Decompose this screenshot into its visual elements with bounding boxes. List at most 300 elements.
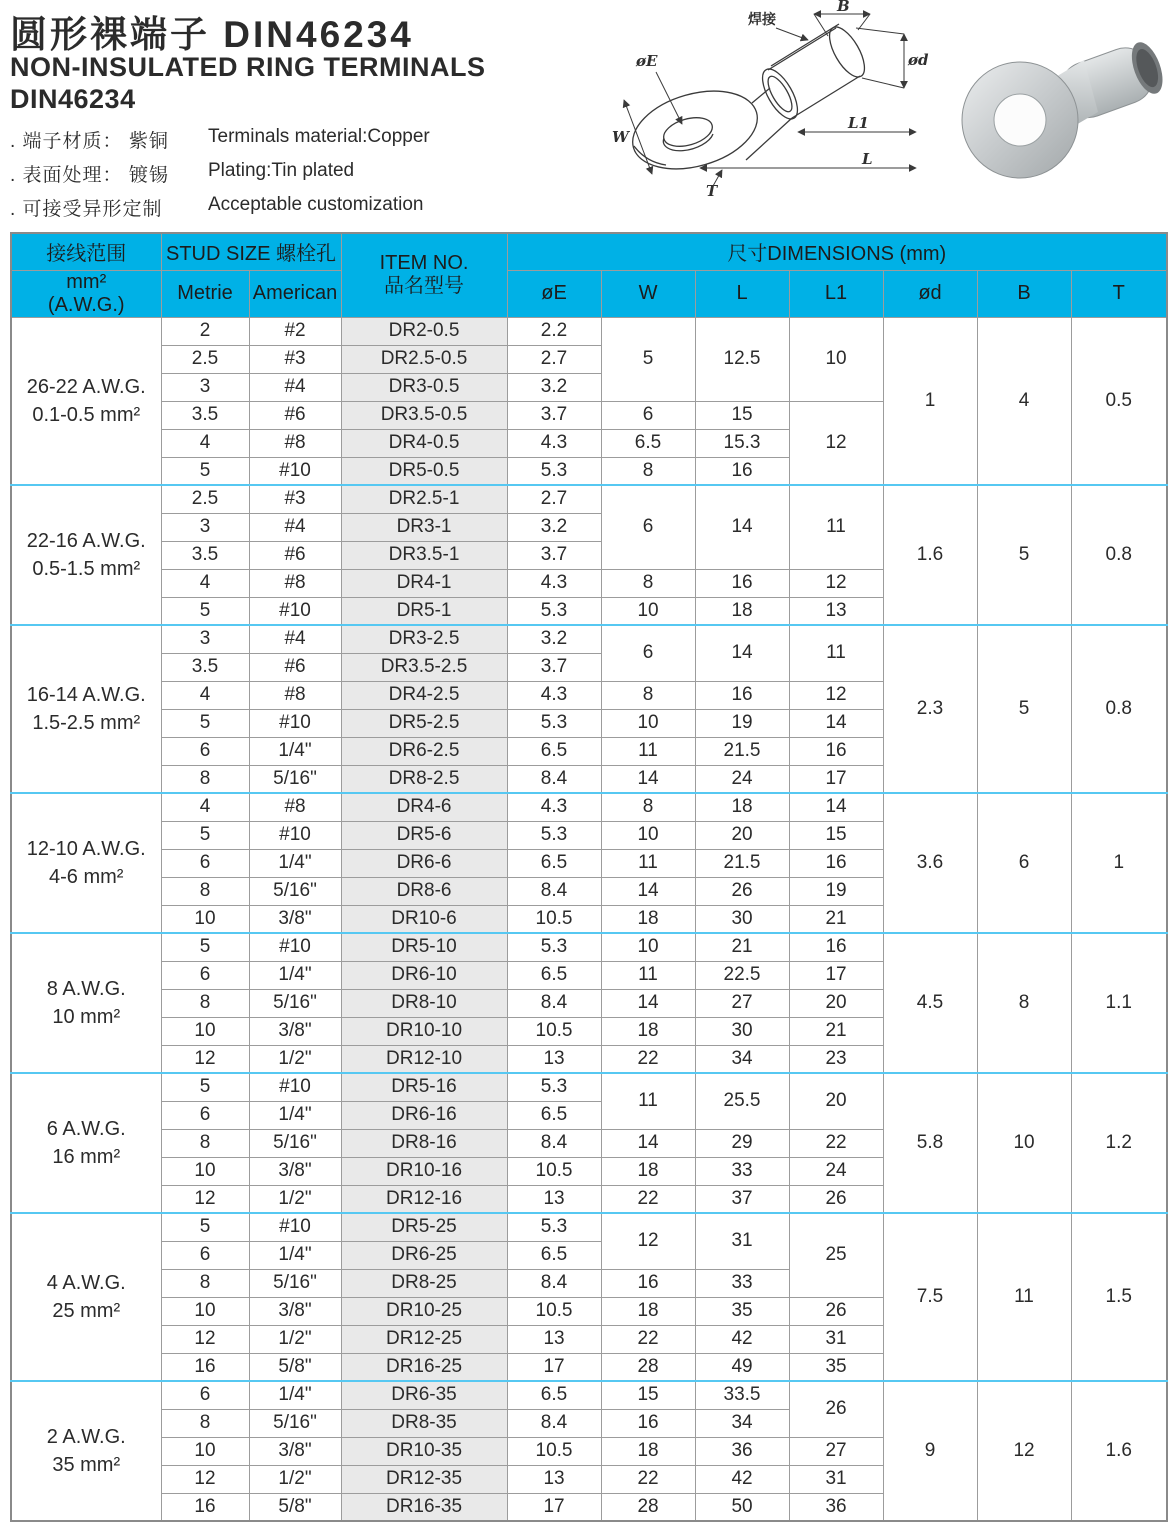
title-english-line1: NON-INSULATED RING TERMINALS — [10, 52, 486, 82]
spec-custom-en: Acceptable customization — [208, 194, 424, 215]
dim-l-cell: 29 — [695, 1129, 789, 1157]
dim-l1-cell: 17 — [789, 765, 883, 793]
dim-e-cell: 5.3 — [507, 1213, 601, 1241]
header-metric: Metrie — [161, 270, 249, 317]
american-cell: #8 — [249, 429, 341, 457]
dim-e-cell: 6.5 — [507, 1381, 601, 1409]
item-no-cell: DR8-2.5 — [341, 765, 507, 793]
american-cell: #10 — [249, 709, 341, 737]
spec-row-material — [10, 126, 430, 160]
american-cell: #4 — [249, 625, 341, 653]
item-no-cell: DR10-16 — [341, 1157, 507, 1185]
item-no-cell: DR8-16 — [341, 1129, 507, 1157]
dim-w-cell: 10 — [601, 709, 695, 737]
dim-l-cell: 35 — [695, 1297, 789, 1325]
dim-l-cell: 37 — [695, 1185, 789, 1213]
american-cell: 3/8" — [249, 1017, 341, 1045]
item-no-cell: DR10-6 — [341, 905, 507, 933]
metric-cell: 8 — [161, 1269, 249, 1297]
spec-row-customization — [10, 194, 430, 228]
dim-w-cell: 18 — [601, 905, 695, 933]
metric-cell: 3 — [161, 625, 249, 653]
metric-cell: 6 — [161, 1241, 249, 1269]
american-cell: 1/2" — [249, 1045, 341, 1073]
dim-l-cell: 20 — [695, 821, 789, 849]
american-cell: #8 — [249, 569, 341, 597]
item-no-cell: DR3-2.5 — [341, 625, 507, 653]
item-no-cell: DR2-0.5 — [341, 317, 507, 345]
header-awg: (A.W.G.) — [47, 293, 125, 316]
american-cell: #2 — [249, 317, 341, 345]
metric-cell: 3 — [161, 513, 249, 541]
material-specs — [10, 126, 430, 228]
dim-e-cell: 3.7 — [507, 401, 601, 429]
dim-t-cell: 1.2 — [1071, 1073, 1167, 1213]
dim-d-cell: 9 — [883, 1381, 977, 1521]
item-no-cell: DR2.5-0.5 — [341, 345, 507, 373]
dim-b-cell: 12 — [977, 1381, 1071, 1521]
dim-l-cell: 16 — [695, 569, 789, 597]
dim-w-cell: 22 — [601, 1045, 695, 1073]
american-cell: 5/8" — [249, 1493, 341, 1521]
item-no-cell: DR8-10 — [341, 989, 507, 1017]
item-no-cell: DR6-16 — [341, 1101, 507, 1129]
metric-cell: 3 — [161, 373, 249, 401]
header-dim-t: T — [1071, 270, 1167, 317]
metric-cell: 5 — [161, 457, 249, 485]
dim-e-cell: 8.4 — [507, 1269, 601, 1297]
header-wire-range: 接线范围 — [11, 233, 161, 270]
terminal-dimension-diagram — [600, 0, 940, 215]
dim-l-cell: 24 — [695, 765, 789, 793]
wire-range-cell: 12-10 A.W.G. 4-6 mm² — [11, 793, 161, 933]
american-cell: 1/4" — [249, 737, 341, 765]
dim-d-cell: 4.5 — [883, 933, 977, 1073]
dim-l1-cell: 14 — [789, 709, 883, 737]
american-cell: #6 — [249, 653, 341, 681]
metric-cell: 5 — [161, 1213, 249, 1241]
item-no-cell: DR4-2.5 — [341, 681, 507, 709]
dim-l1-cell: 11 — [789, 485, 883, 569]
table-row — [11, 1381, 1167, 1409]
item-no-cell: DR8-35 — [341, 1409, 507, 1437]
dim-l1-cell: 12 — [789, 681, 883, 709]
american-cell: #10 — [249, 1213, 341, 1241]
metric-cell: 16 — [161, 1353, 249, 1381]
american-cell: #4 — [249, 373, 341, 401]
dim-l1-cell: 31 — [789, 1325, 883, 1353]
dim-l1-cell: 13 — [789, 597, 883, 625]
dim-e-cell: 5.3 — [507, 933, 601, 961]
dim-w-cell: 16 — [601, 1409, 695, 1437]
dim-e-cell: 6.5 — [507, 849, 601, 877]
item-no-cell: DR3.5-2.5 — [341, 653, 507, 681]
dim-l1-cell: 16 — [789, 849, 883, 877]
dim-d-cell: 3.6 — [883, 793, 977, 933]
table-row — [11, 1073, 1167, 1101]
american-cell: 1/4" — [249, 1241, 341, 1269]
american-cell: #10 — [249, 457, 341, 485]
metric-cell: 8 — [161, 1409, 249, 1437]
table-header — [11, 233, 1167, 317]
dim-e-cell: 4.3 — [507, 793, 601, 821]
item-no-cell: DR3-0.5 — [341, 373, 507, 401]
american-cell: #6 — [249, 401, 341, 429]
metric-cell: 4 — [161, 793, 249, 821]
american-cell: 1/4" — [249, 961, 341, 989]
dim-e-cell: 2.7 — [507, 345, 601, 373]
metric-cell: 8 — [161, 989, 249, 1017]
dim-w-cell: 10 — [601, 933, 695, 961]
dim-l1-cell: 20 — [789, 989, 883, 1017]
metric-cell: 10 — [161, 1437, 249, 1465]
ring-hole — [994, 94, 1046, 146]
metric-cell: 5 — [161, 933, 249, 961]
item-no-cell: DR16-35 — [341, 1493, 507, 1521]
dim-l1-cell: 21 — [789, 905, 883, 933]
wire-range-cell: 26-22 A.W.G. 0.1-0.5 mm² — [11, 317, 161, 485]
metric-cell: 6 — [161, 849, 249, 877]
american-cell: 1/2" — [249, 1185, 341, 1213]
dim-e-cell: 2.7 — [507, 485, 601, 513]
dim-w-cell: 14 — [601, 989, 695, 1017]
dim-w-cell: 18 — [601, 1297, 695, 1325]
dim-l-cell: 15 — [695, 401, 789, 429]
dim-w-cell: 22 — [601, 1465, 695, 1493]
item-no-cell: DR6-35 — [341, 1381, 507, 1409]
dim-e-cell: 13 — [507, 1325, 601, 1353]
item-no-cell: DR6-6 — [341, 849, 507, 877]
dim-e-cell: 8.4 — [507, 877, 601, 905]
dim-e-cell: 5.3 — [507, 457, 601, 485]
american-cell: 5/16" — [249, 1129, 341, 1157]
metric-cell: 12 — [161, 1325, 249, 1353]
dim-w-cell: 28 — [601, 1353, 695, 1381]
header-dim-w: W — [601, 270, 695, 317]
dim-l1-cell: 10 — [789, 317, 883, 401]
american-cell: #3 — [249, 345, 341, 373]
dim-l-cell: 18 — [695, 793, 789, 821]
metric-cell: 5 — [161, 597, 249, 625]
item-no-cell: DR12-10 — [341, 1045, 507, 1073]
dim-l1-cell: 16 — [789, 933, 883, 961]
dim-t-label: T — [706, 182, 718, 200]
dim-e-cell: 13 — [507, 1045, 601, 1073]
wire-range-cell: 8 A.W.G. 10 mm² — [11, 933, 161, 1073]
dim-b-cell: 10 — [977, 1073, 1071, 1213]
metric-cell: 2.5 — [161, 345, 249, 373]
table-row — [11, 933, 1167, 961]
american-cell: 3/8" — [249, 1437, 341, 1465]
metric-cell: 6 — [161, 1381, 249, 1409]
item-no-cell: DR5-1 — [341, 597, 507, 625]
dim-e-cell: 8.4 — [507, 1129, 601, 1157]
dim-l-cell: 31 — [695, 1213, 789, 1269]
metric-cell: 2 — [161, 317, 249, 345]
dim-l-cell: 19 — [695, 709, 789, 737]
metric-cell: 4 — [161, 429, 249, 457]
dim-e-cell: 10.5 — [507, 1017, 601, 1045]
header-dimensions: 尺寸DIMENSIONS (mm) — [507, 233, 1167, 270]
american-cell: 5/16" — [249, 877, 341, 905]
dim-t-cell: 0.5 — [1071, 317, 1167, 485]
american-cell: #4 — [249, 513, 341, 541]
dim-d-cell: 7.5 — [883, 1213, 977, 1381]
dim-w-cell: 6.5 — [601, 429, 695, 457]
metric-cell: 12 — [161, 1185, 249, 1213]
american-cell: 1/4" — [249, 849, 341, 877]
dim-w-cell: 22 — [601, 1325, 695, 1353]
dim-l-cell: 34 — [695, 1045, 789, 1073]
dim-l-cell: 21.5 — [695, 737, 789, 765]
dim-l-cell: 33 — [695, 1269, 789, 1297]
dim-w-cell: 5 — [601, 317, 695, 401]
american-cell: 5/16" — [249, 989, 341, 1017]
terminal-outline — [624, 22, 872, 182]
dim-e-cell: 3.2 — [507, 373, 601, 401]
dim-l-cell: 25.5 — [695, 1073, 789, 1129]
dim-l-cell: 49 — [695, 1353, 789, 1381]
american-cell: #10 — [249, 821, 341, 849]
dim-w-cell: 6 — [601, 625, 695, 681]
metric-cell: 4 — [161, 681, 249, 709]
dim-l-cell: 16 — [695, 681, 789, 709]
item-no-cell: DR5-16 — [341, 1073, 507, 1101]
table-body — [11, 317, 1167, 1521]
dim-w-cell: 18 — [601, 1437, 695, 1465]
metric-cell: 2.5 — [161, 485, 249, 513]
wire-range-cell: 16-14 A.W.G. 1.5-2.5 mm² — [11, 625, 161, 793]
metric-cell: 5 — [161, 821, 249, 849]
dim-e-cell: 10.5 — [507, 1437, 601, 1465]
wire-range-cell: 6 A.W.G. 16 mm² — [11, 1073, 161, 1213]
spec-row-plating — [10, 160, 430, 194]
dim-l-cell: 42 — [695, 1465, 789, 1493]
dim-l1-cell: 22 — [789, 1129, 883, 1157]
item-no-cell: DR12-25 — [341, 1325, 507, 1353]
dim-w-cell: 10 — [601, 821, 695, 849]
metric-cell: 6 — [161, 737, 249, 765]
dim-b-cell: 8 — [977, 933, 1071, 1073]
dim-w-cell: 15 — [601, 1381, 695, 1409]
metric-cell: 8 — [161, 1129, 249, 1157]
dim-l-cell: 33 — [695, 1157, 789, 1185]
product-photo — [942, 16, 1167, 191]
dim-l-cell: 33.5 — [695, 1381, 789, 1409]
metric-cell: 12 — [161, 1465, 249, 1493]
dim-b-cell: 5 — [977, 485, 1071, 625]
american-cell: #8 — [249, 793, 341, 821]
dim-l1-cell: 11 — [789, 625, 883, 681]
dim-e-cell: 10.5 — [507, 1297, 601, 1325]
metric-cell: 16 — [161, 1493, 249, 1521]
dim-w-cell: 8 — [601, 457, 695, 485]
header-american: American — [249, 270, 341, 317]
dim-l-cell: 21.5 — [695, 849, 789, 877]
dim-e-cell: 5.3 — [507, 597, 601, 625]
dim-l-cell: 30 — [695, 905, 789, 933]
dim-w-cell: 14 — [601, 877, 695, 905]
table-row — [11, 485, 1167, 513]
dim-oe-label: øE — [636, 52, 658, 70]
dim-w-cell: 11 — [601, 849, 695, 877]
item-no-cell: DR4-0.5 — [341, 429, 507, 457]
header-item-no-cn: 品名型号 — [384, 275, 465, 298]
dim-l1-label: L1 — [848, 114, 869, 132]
item-no-cell: DR12-16 — [341, 1185, 507, 1213]
dim-l-cell: 12.5 — [695, 317, 789, 401]
item-no-cell: DR10-10 — [341, 1017, 507, 1045]
dim-l-cell: 34 — [695, 1409, 789, 1437]
header-dim-l1: L1 — [789, 270, 883, 317]
dim-w-cell: 10 — [601, 597, 695, 625]
dim-e-cell: 13 — [507, 1465, 601, 1493]
dim-w-cell: 6 — [601, 401, 695, 429]
spec-custom-cn: . 可接受异形定制 — [10, 199, 163, 220]
american-cell: 5/16" — [249, 1409, 341, 1437]
title-english — [10, 52, 485, 116]
header-mm2-awg — [11, 270, 161, 317]
metric-cell: 3.5 — [161, 653, 249, 681]
american-cell: 5/8" — [249, 1353, 341, 1381]
item-no-cell: DR3-1 — [341, 513, 507, 541]
item-no-cell: DR4-6 — [341, 793, 507, 821]
dim-l-cell: 16 — [695, 457, 789, 485]
dim-t-cell: 1.1 — [1071, 933, 1167, 1073]
dim-l-cell: 14 — [695, 485, 789, 569]
dim-l1-cell: 36 — [789, 1493, 883, 1521]
american-cell: 3/8" — [249, 905, 341, 933]
table-row — [11, 625, 1167, 653]
header-dim-d: ød — [883, 270, 977, 317]
american-cell: 5/16" — [249, 765, 341, 793]
dim-l-cell: 42 — [695, 1325, 789, 1353]
item-no-cell: DR5-2.5 — [341, 709, 507, 737]
dim-w-cell: 14 — [601, 1129, 695, 1157]
title-english-line2: DIN46234 — [10, 83, 136, 114]
american-cell: #10 — [249, 1073, 341, 1101]
metric-cell: 5 — [161, 709, 249, 737]
spec-plating-cn: . 表面处理： 镀锡 — [10, 165, 169, 186]
table-row — [11, 317, 1167, 345]
header-dim-b: B — [977, 270, 1071, 317]
metric-cell: 8 — [161, 877, 249, 905]
american-cell: 1/4" — [249, 1381, 341, 1409]
dim-l-cell: 50 — [695, 1493, 789, 1521]
dim-d-cell: 2.3 — [883, 625, 977, 793]
dim-w-cell: 22 — [601, 1185, 695, 1213]
dim-l1-cell: 26 — [789, 1297, 883, 1325]
item-no-cell: DR5-25 — [341, 1213, 507, 1241]
dim-w-cell: 11 — [601, 1073, 695, 1129]
dim-l1-cell: 26 — [789, 1381, 883, 1437]
wire-range-cell: 4 A.W.G. 25 mm² — [11, 1213, 161, 1381]
dim-w-cell: 14 — [601, 765, 695, 793]
dim-b-cell: 11 — [977, 1213, 1071, 1381]
item-no-cell: DR4-1 — [341, 569, 507, 597]
dim-w-cell: 8 — [601, 681, 695, 709]
metric-cell: 10 — [161, 905, 249, 933]
dim-b-cell: 6 — [977, 793, 1071, 933]
dim-e-cell: 6.5 — [507, 1101, 601, 1129]
item-no-cell: DR2.5-1 — [341, 485, 507, 513]
wire-range-cell: 2 A.W.G. 35 mm² — [11, 1381, 161, 1521]
dim-l-label: L — [862, 150, 873, 168]
dim-l-cell: 30 — [695, 1017, 789, 1045]
american-cell: 3/8" — [249, 1157, 341, 1185]
metric-cell: 6 — [161, 961, 249, 989]
dim-e-cell: 4.3 — [507, 429, 601, 457]
dim-l-cell: 27 — [695, 989, 789, 1017]
dim-t-cell: 1.5 — [1071, 1213, 1167, 1381]
dimension-table — [10, 232, 1168, 1522]
item-no-cell: DR3.5-1 — [341, 541, 507, 569]
spec-material-en: Terminals material:Copper — [208, 126, 430, 147]
dim-w-cell: 11 — [601, 737, 695, 765]
metric-cell: 5 — [161, 1073, 249, 1101]
dim-e-cell: 3.7 — [507, 653, 601, 681]
dim-w-cell: 16 — [601, 1269, 695, 1297]
terminal-photo-image — [942, 16, 1167, 191]
dim-od-label: ød — [908, 51, 929, 69]
metric-cell: 10 — [161, 1157, 249, 1185]
dim-b-cell: 5 — [977, 625, 1071, 793]
item-no-cell: DR5-0.5 — [341, 457, 507, 485]
item-no-cell: DR12-35 — [341, 1465, 507, 1493]
dim-w-label: W — [612, 128, 629, 146]
dim-t-cell: 0.8 — [1071, 625, 1167, 793]
dim-l1-cell: 21 — [789, 1017, 883, 1045]
dim-l-cell: 36 — [695, 1437, 789, 1465]
dim-d-cell: 1.6 — [883, 485, 977, 625]
item-no-cell: DR6-25 — [341, 1241, 507, 1269]
dim-t-cell: 0.8 — [1071, 485, 1167, 625]
dim-e-cell: 4.3 — [507, 569, 601, 597]
dim-w-cell: 8 — [601, 569, 695, 597]
metric-cell: 6 — [161, 1101, 249, 1129]
dim-l1-cell: 19 — [789, 877, 883, 905]
dim-e-cell: 8.4 — [507, 765, 601, 793]
spec-material-cn: . 端子材质： 紫铜 — [10, 131, 169, 152]
header-dim-l: L — [695, 270, 789, 317]
dim-e-cell: 17 — [507, 1493, 601, 1521]
item-no-cell: DR10-35 — [341, 1437, 507, 1465]
american-cell: #10 — [249, 597, 341, 625]
dim-w-cell: 6 — [601, 485, 695, 569]
metric-cell: 10 — [161, 1297, 249, 1325]
dim-l1-cell: 16 — [789, 737, 883, 765]
dim-l1-cell: 24 — [789, 1157, 883, 1185]
metric-cell: 12 — [161, 1045, 249, 1073]
dim-l1-cell: 12 — [789, 569, 883, 597]
table-row — [11, 793, 1167, 821]
dim-l-cell: 15.3 — [695, 429, 789, 457]
american-cell: 1/2" — [249, 1465, 341, 1493]
dim-e-cell: 5.3 — [507, 709, 601, 737]
dim-l1-cell: 23 — [789, 1045, 883, 1073]
dim-e-cell: 3.7 — [507, 541, 601, 569]
dim-e-cell: 17 — [507, 1353, 601, 1381]
metric-cell: 3.5 — [161, 401, 249, 429]
technical-drawing — [600, 0, 940, 215]
american-cell: 1/2" — [249, 1325, 341, 1353]
header-stud-size: STUD SIZE 螺栓孔 — [161, 233, 341, 270]
dim-e-cell: 5.3 — [507, 1073, 601, 1101]
dim-l-cell: 14 — [695, 625, 789, 681]
header-dim-e: øE — [507, 270, 601, 317]
item-no-cell: DR10-25 — [341, 1297, 507, 1325]
metric-cell: 4 — [161, 569, 249, 597]
